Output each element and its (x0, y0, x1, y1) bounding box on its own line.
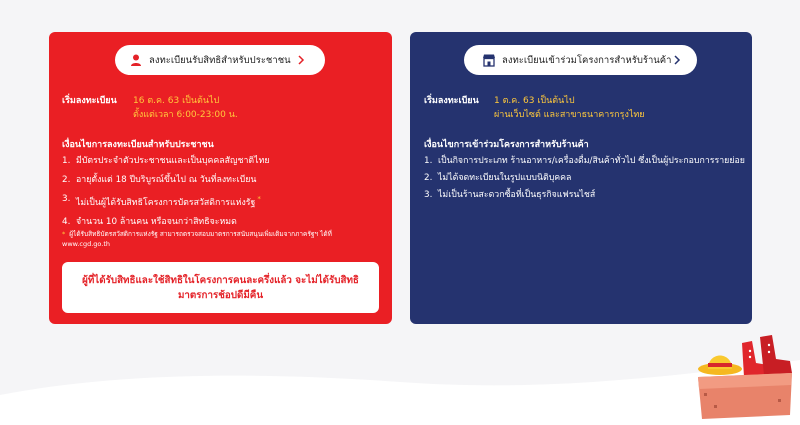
list-item: 2. ไม่ได้จดทะเบียนในรูปแบบนิติบุคคล (424, 173, 572, 183)
citizen-conditions-title: เงื่อนไขการลงทะเบียนสำหรับประชาชน (62, 140, 214, 150)
register-channel: ผ่านเว็บไซต์ และสาขาธนาคารกรุงไทย (494, 110, 645, 120)
half-half-notice: ผู้ที่ได้รับสิทธิและใช้สิทธิในโครงการคนละครึ่งแล้ว จะไม่ได้รับสิทธิ มาตรการช้อปดีมีคืน (62, 262, 379, 313)
shop-registration-card (410, 32, 752, 324)
register-date: 16 ต.ค. 63 เป็นต้นไป (133, 96, 220, 106)
list-item: 2. อายุตั้งแต่ 18 ปีบริบูรณ์ขึ้นไป ณ วันที่ลงทะเบียน (62, 175, 257, 185)
list-item: 1. เป็นกิจการประเภท ร้านอาหาร/เครื่องดื่ม/สินค้าทั่วไป ซึ่งเป็นผู้ประกอบการรายย่อย (424, 156, 745, 166)
asterisk-mark: * (257, 195, 261, 203)
shop-register-button-label: ลงทะเบียนเข้าร่วมโครงการสำหรับร้านค้า (502, 54, 672, 66)
chevron-right-icon (295, 54, 307, 66)
citizen-registration-card (49, 32, 392, 324)
shopping-basket-illustration (690, 315, 800, 425)
citizen-register-button[interactable] (115, 45, 325, 75)
citizen-footnote: * ผู้ได้รับสิทธิบัตรสวัสดิการแห่งรัฐ สามารถตรวจสอบมาตรการสนับสนุนเพิ่มเติมจากภาครัฐฯ ได้ที่ www.cgd.go.th (62, 230, 332, 248)
list-item: 1. มีบัตรประจำตัวประชาชนและเป็นบุคคลสัญชาติไทย (62, 156, 270, 166)
chevron-right-icon (671, 54, 683, 66)
register-label: เริ่มลงทะเบียน (424, 96, 479, 106)
register-label: เริ่มลงทะเบียน (62, 96, 117, 106)
citizen-register-button-label: ลงทะเบียนรับสิทธิสำหรับประชาชน (149, 54, 291, 66)
list-item: 3. ไม่เป็นผู้ได้รับสิทธิโครงการบัตรสวัสดิการแห่งรัฐ * (62, 194, 261, 208)
register-date: 1 ต.ค. 63 เป็นต้นไป (494, 96, 575, 106)
shop-conditions-list (424, 153, 746, 204)
list-item: 4. จำนวน 10 ล้านคน หรือจนกว่าสิทธิจะหมด (62, 216, 237, 227)
cgd-link[interactable]: www.cgd.go.th (62, 240, 111, 248)
citizen-conditions-list (62, 153, 387, 233)
shop-conditions-title: เงื่อนไขการเข้าร่วมโครงการสำหรับร้านค้า (424, 140, 589, 150)
person-icon (129, 53, 143, 67)
shop-register-button[interactable] (464, 45, 697, 75)
register-time: ตั้งแต่เวลา 6:00-23:00 น. (133, 110, 238, 120)
list-item: 3. ไม่เป็นร้านสะดวกซื้อที่เป็นธุรกิจแฟรนไชส์ (424, 190, 596, 200)
shop-icon (482, 53, 496, 67)
